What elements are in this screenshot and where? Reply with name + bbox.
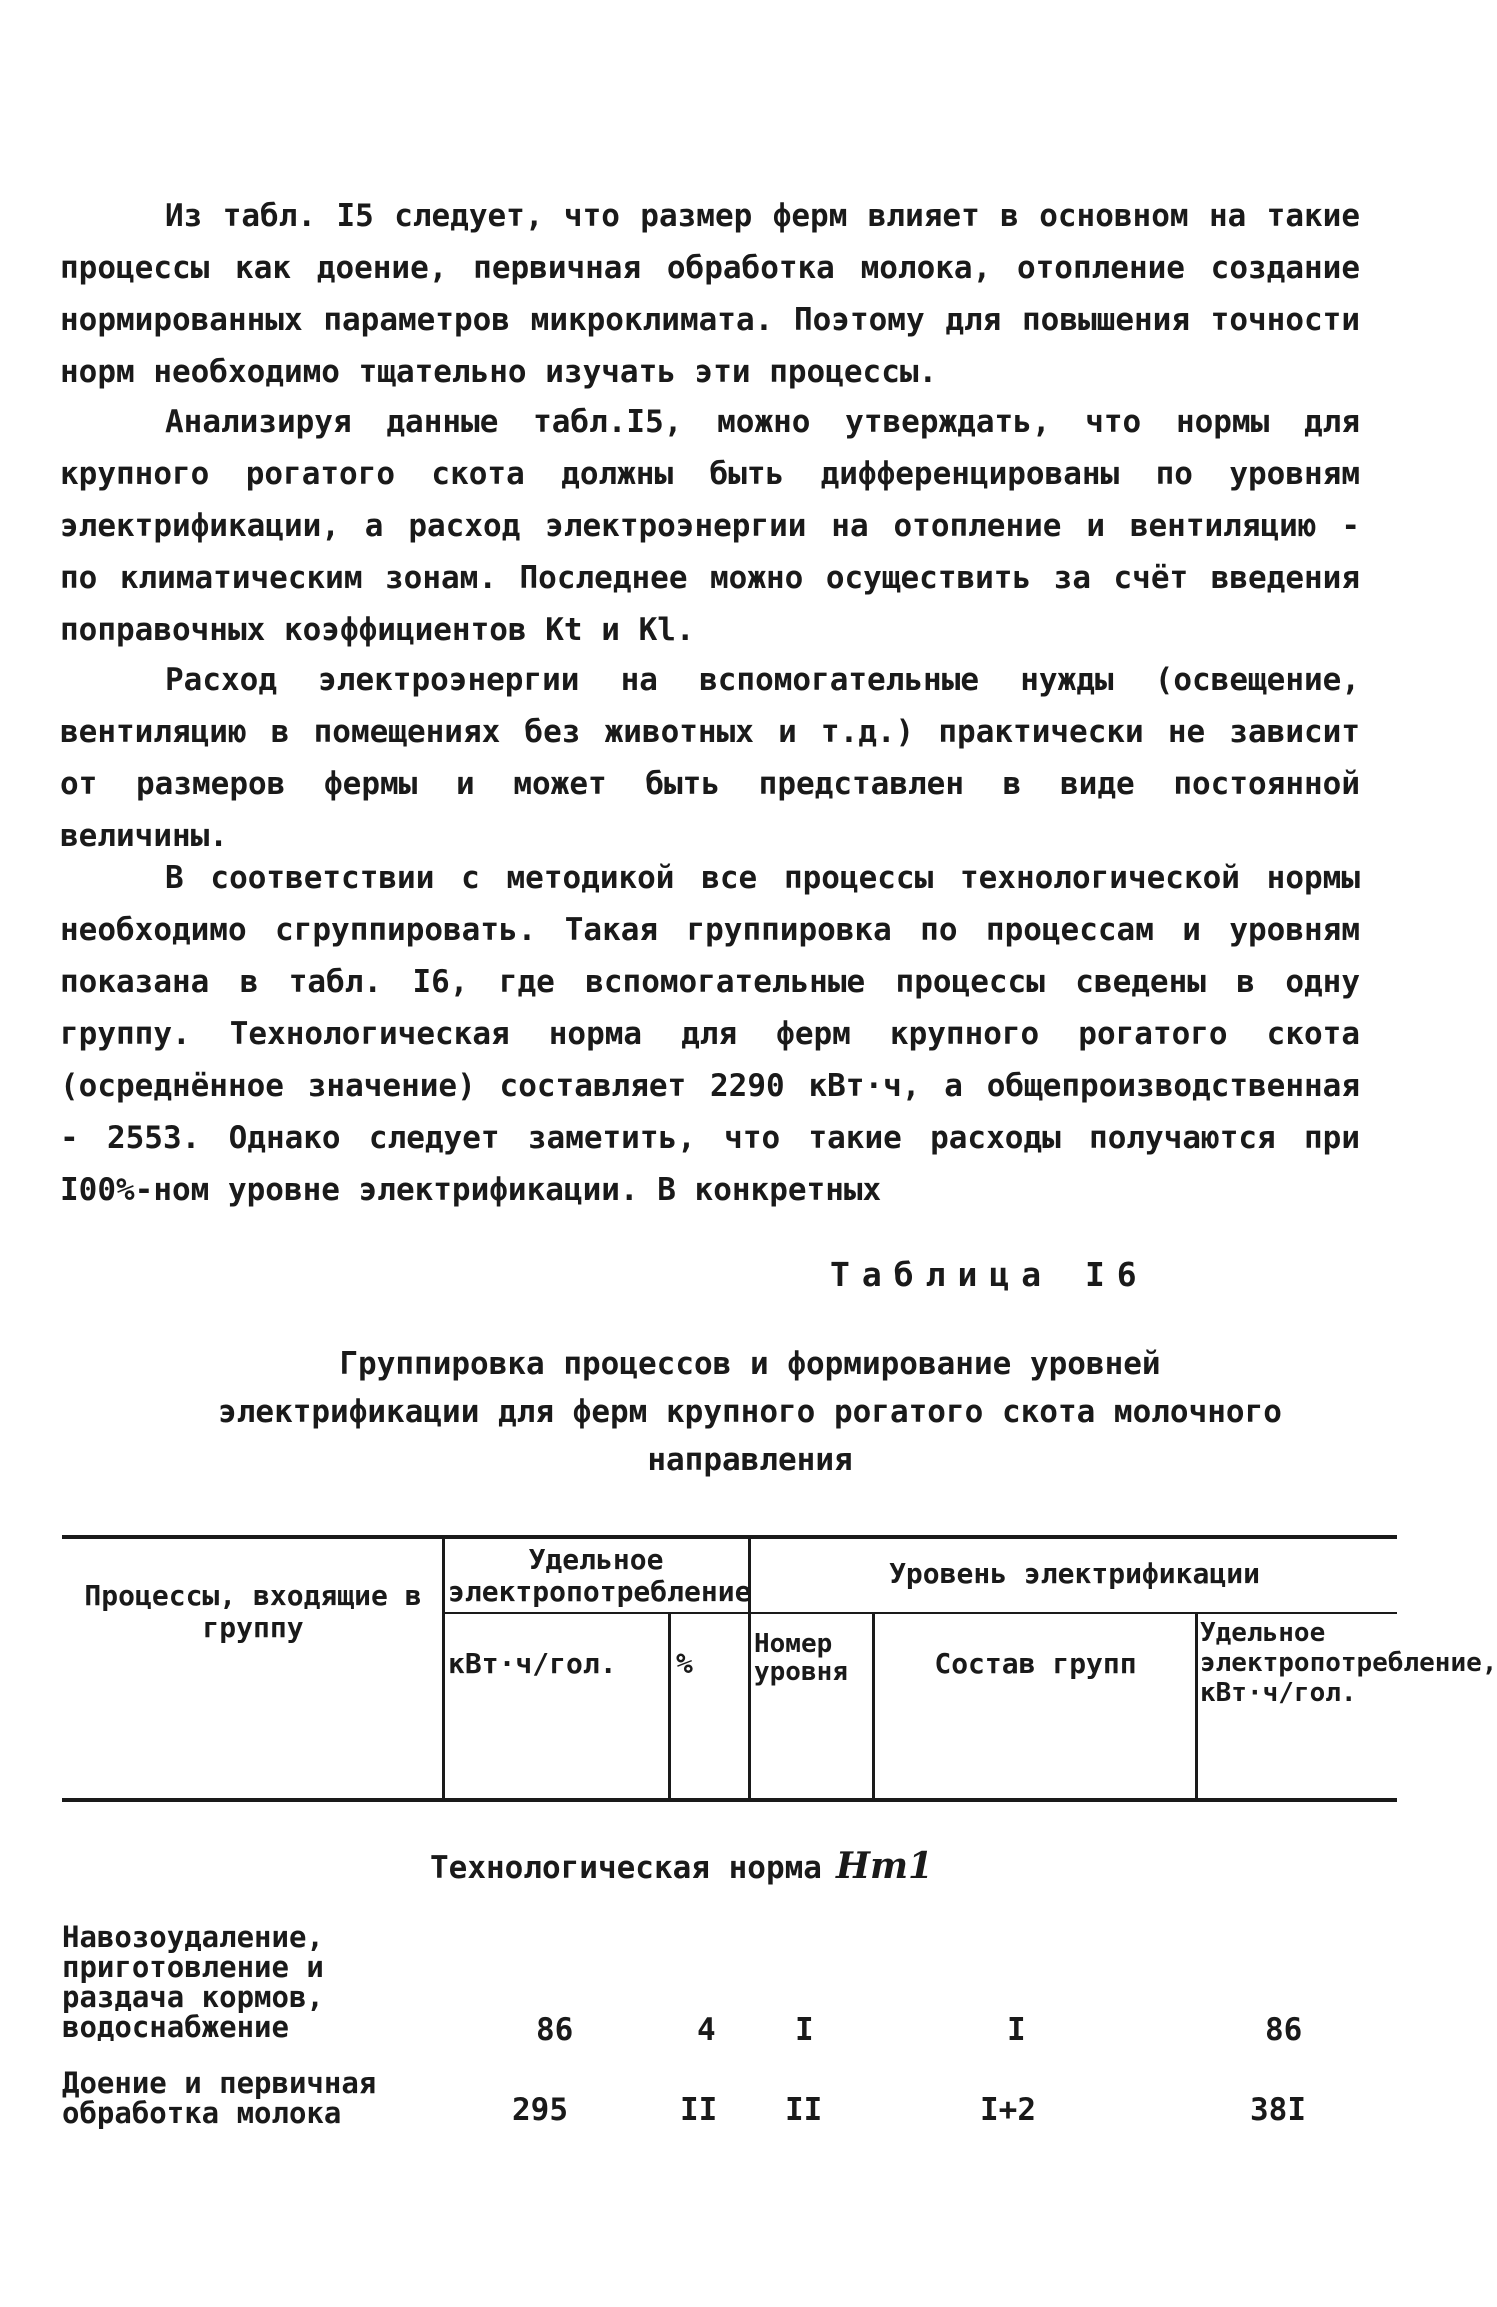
- paragraph-4: В соответствии с методикой все процессы технологической нормы необходимо сгруппировать. Такая группировка по процессам и уровням показана в табл. I6, где вспомогательные процессы сведены в одну группу. Технологическая норма для ферм крупного рогатого скота (осреднённое значение) составляет 2290 кВт·ч, а общепроизводственная - 2553. Однако следует заметить, что такие расходы получаются при I00%-ном уровне электрификации. В конкретных: [60, 860, 1360, 1208]
- header-inner-rule: [442, 1612, 1397, 1614]
- col-divider: [872, 1612, 875, 1799]
- header-specific: Удельное электропотребление: [448, 1543, 752, 1608]
- section-label: Технологическая норма: [430, 1850, 822, 1886]
- section-symbol: Нт1: [835, 1845, 934, 1887]
- header-unit: кВт·ч/гол.: [448, 1647, 617, 1680]
- table-cell-kwh: 86: [536, 2012, 574, 2048]
- table-cell-pct: 4: [697, 2012, 716, 2048]
- paragraph-1: Из табл. I5 следует, что размер ферм влияет в основном на такие процессы как доение, первичная обработка молока, отопление создание нормированных параметров микроклимата. Поэтому для повышения точности норм необходимо тщательно изучать эти процессы.: [60, 198, 1360, 390]
- header-composition: Состав групп: [934, 1647, 1137, 1680]
- section-heading: [430, 1845, 933, 1887]
- table-title: Группировка процессов и формирование уровней электрификации для ферм крупного рогатого скота молочного направления: [218, 1346, 1282, 1478]
- table-cell-level: I: [795, 2012, 814, 2048]
- header-percent: %: [676, 1647, 693, 1680]
- col-divider: [442, 1537, 445, 1799]
- table-cell-composition: I+2: [980, 2092, 1036, 2128]
- table-cell-specific: 86: [1265, 2012, 1303, 2048]
- table-row-process: Доение и первичная обработка молока: [62, 2066, 377, 2130]
- table-top-rule: [62, 1535, 1397, 1539]
- header-processes: Процессы, входящие в группу: [84, 1579, 422, 1644]
- table-cell-pct: II: [680, 2092, 718, 2128]
- col-divider: [1195, 1612, 1198, 1799]
- table-cell-level: II: [785, 2092, 823, 2128]
- header-level-no: Номер уровня: [754, 1629, 848, 1687]
- col-divider: [668, 1612, 671, 1799]
- header-level-group: Уровень электрификации: [889, 1557, 1260, 1590]
- table-cell-kwh: 295: [512, 2092, 568, 2128]
- paragraph-2: Анализируя данные табл.I5, можно утверждать, что нормы для крупного рогатого скота должны быть дифференцированы по уровням электрификации, а расход электроэнергии на отопление и вентиляцию - по климатическим зонам. Последнее можно осуществить за счёт введения поправочных коэффициентов Kt и Kl.: [60, 404, 1360, 648]
- table-caption: Таблица I6: [830, 1255, 1149, 1294]
- header-specific-level: Удельное электропотребление, кВт·ч/гол.: [1200, 1618, 1497, 1708]
- table-cell-composition: I: [1007, 2012, 1026, 2048]
- table-row-process: Навозоудаление, приготовление и раздача кормов, водоснабжение: [62, 1920, 324, 2044]
- paragraph-3: Расход электроэнергии на вспомогательные нужды (освещение, вентиляцию в помещениях без животных и т.д.) практически не зависит от размеров фермы и может быть представлен в виде постоянной величины.: [60, 662, 1360, 854]
- table-cell-specific: 38I: [1250, 2092, 1306, 2128]
